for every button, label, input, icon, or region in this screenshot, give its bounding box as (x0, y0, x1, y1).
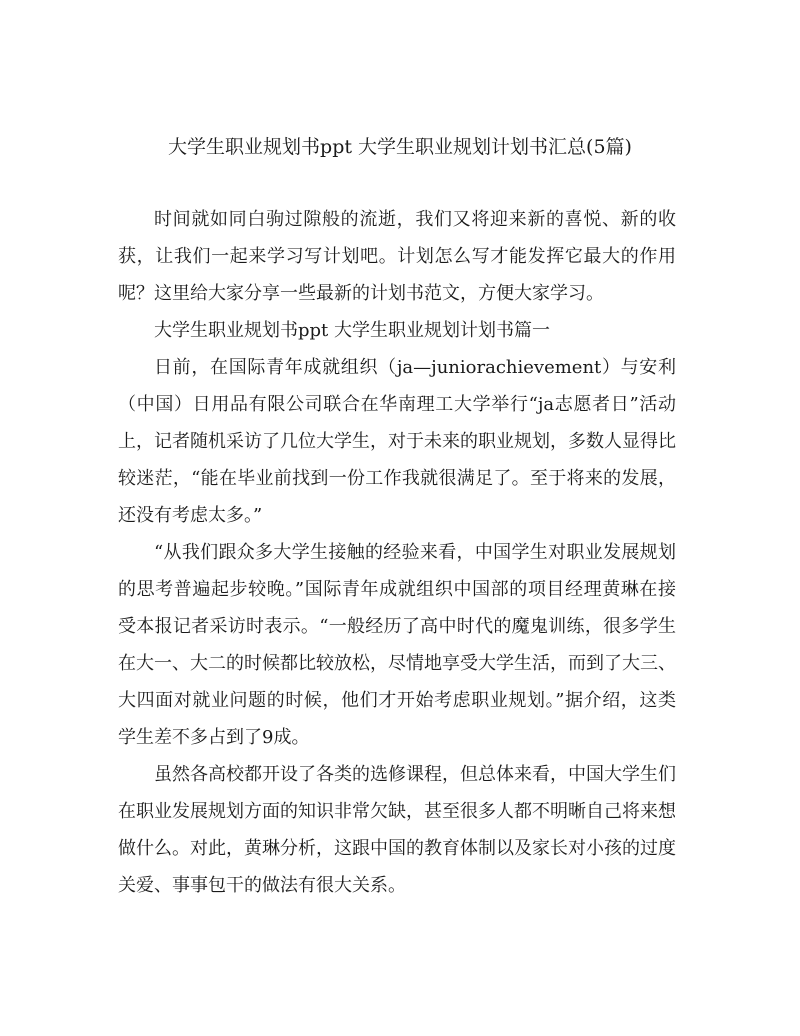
document-body (118, 201, 676, 904)
paragraph-intro: 时间就如同白驹过隙般的流逝，我们又将迎来新的喜悦、新的收获，让我们一起来学习写计划吧。计划怎么写才能发挥它最大的作用呢？这里给大家分享一些最新的计划书范文，方便大家学习。 (118, 209, 676, 304)
paragraph-interview: 日前，在国际青年成就组织（ja—juniorachievement）与安利（中国）日用品有限公司联合在华南理工大学举行“ja志愿者日”活动上，记者随机采访了几位大学生，对于未来的职业规划，多数人显得比较迷茫，“能在毕业前找到一份工作我就很满足了。至于将来的发展，还没有考虑太多。” (118, 357, 676, 526)
document-title: 大学生职业规划书ppt 大学生职业规划计划书汇总(5篇) (168, 136, 632, 158)
paragraph-analysis: 虽然各高校都开设了各类的选修课程，但总体来看，中国大学生们在职业发展规划方面的知识非常欠缺，甚至很多人都不明晰自己将来想做什么。对此，黄琳分析，这跟中国的教育体制以及家长对小孩的过度关爱、事事包干的做法有很大关系。 (118, 764, 676, 896)
paragraph-quote: “从我们跟众多大学生接触的经验来看，中国学生对职业发展规划的思考普遍起步较晚。”国际青年成就组织中国部的项目经理黄琳在接受本报记者采访时表示。“一般经历了高中时代的魔鬼训练，很多学生在大一、大二的时候都比较放松，尽情地享受大学生活，而到了大三、大四面对就业问题的时候，他们才开始考虑职业规划。”据介绍，这类学生差不多占到了9成。 (118, 542, 676, 748)
section-heading: 大学生职业规划书ppt 大学生职业规划计划书篇一 (154, 320, 550, 341)
